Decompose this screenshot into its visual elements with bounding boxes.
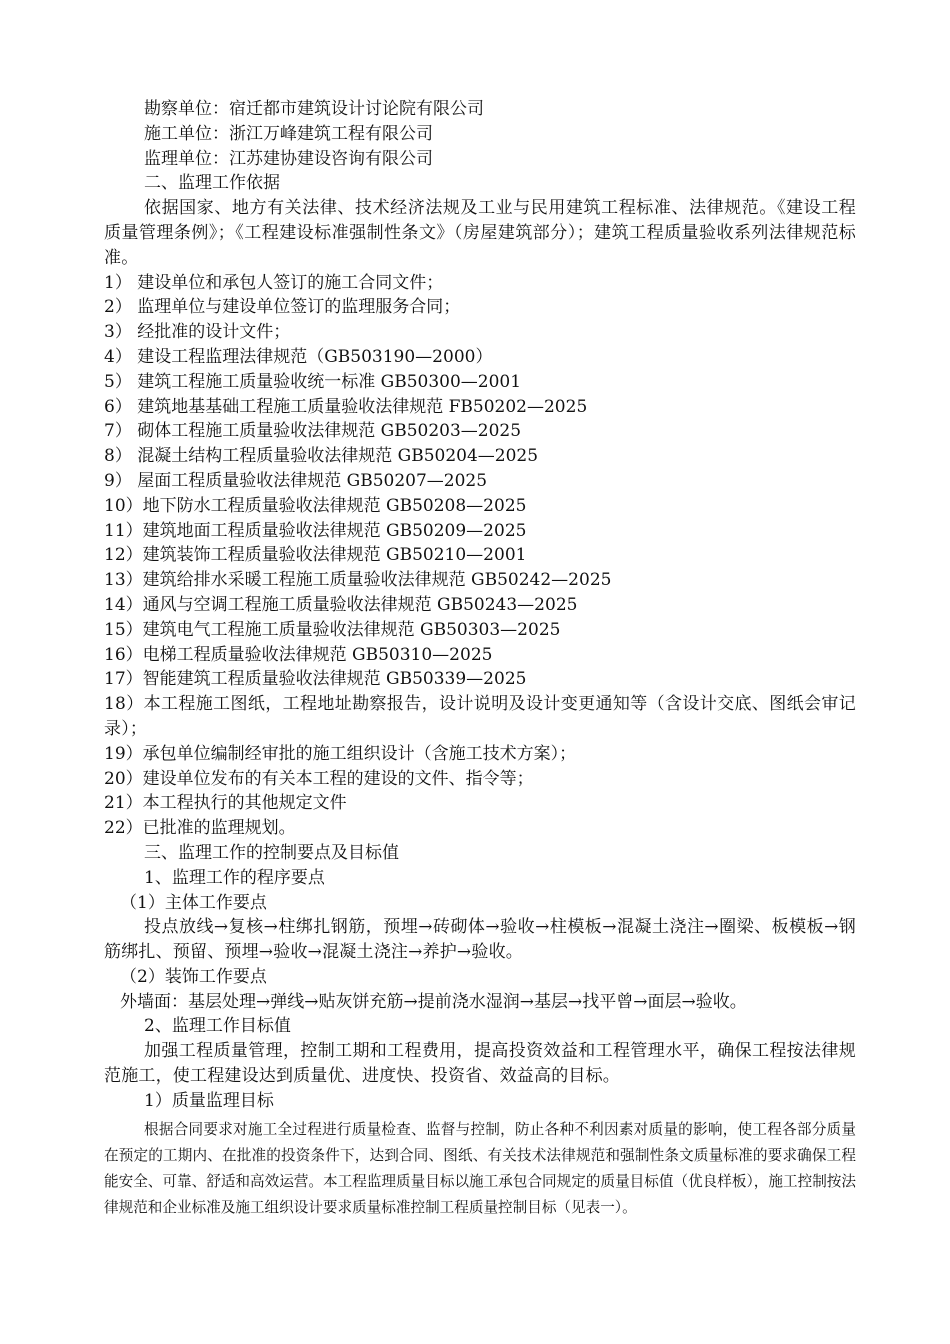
main-work-text: 投点放线→复核→柱绑扎钢筋，预埋→砖砌体→验收→柱模板→混凝土浇注→圈梁、板模板→钢筋绑扎、预留、预埋→验收→混凝土浇注→养护→验收。 (104, 917, 856, 963)
decoration-work-text: 外墙面：基层处理→弹线→贴灰饼充筋→提前浇水湿润→基层→找平曾→面层→验收。 (120, 991, 747, 1012)
list-item: 20）建设单位发布的有关本工程的建设的文件、指令等； (104, 768, 534, 789)
list-item: 13）建筑给排水采暖工程施工质量验收法律规范 GB50242—2025 (104, 570, 612, 591)
program-points-heading: 1、监理工作的程序要点 (144, 867, 325, 888)
quality-target-heading: 1）质量监理目标 (144, 1090, 274, 1111)
list-item: 21）本工程执行的其他规定文件 (104, 793, 347, 814)
target-text: 加强工程质量管理，控制工期和工程费用，提高投资效益和工程管理水平，确保工程按法律规范施工，使工程建设达到质量优、进度快、投资省、效益高的目标。 (104, 1041, 856, 1087)
supervision-unit: 监理单位：江苏建协建设咨询有限公司 (144, 148, 433, 169)
basis-list (104, 271, 856, 841)
list-item: 7） 砌体工程施工质量验收法律规范 GB50203—2025 (104, 421, 522, 442)
list-item: 9） 屋面工程质量验收法律规范 GB50207—2025 (104, 470, 488, 491)
list-item: 19）承包单位编制经审批的施工组织设计（含施工技术方案）； (104, 743, 577, 764)
list-item: 4） 建设工程监理法律规范（GB503190—2000） (104, 346, 493, 367)
list-item: 6） 建筑地基基础工程施工质量验收法律规范 FB50202—2025 (104, 396, 588, 417)
list-item: 18）本工程施工图纸，工程地址勘察报告，设计说明及设计变更通知等（含设计交底、图纸会审记录）； (104, 694, 856, 739)
quality-target-text: 根据合同要求对施工全过程进行质量检查、监督与控制，防止各种不利因素对质量的影响，使工程各部分质量在预定的工期内、在批准的投资条件下，达到合同、图纸、有关技术法律规范和强制性条文质量标准的要求确保工程能安全、可靠、舒适和高效运营。本工程监理质量目标以施工承包合同规定的质量目标值（优良样板），施工控制按法律规范和企业标准及施工组织设计要求质量标准控制工程质量控制目标（见表一）。 (104, 1120, 856, 1216)
list-item: 17）智能建筑工程质量验收法律规范 GB50339—2025 (104, 669, 527, 690)
construction-unit: 施工单位：浙江万峰建筑工程有限公司 (144, 123, 433, 144)
list-item: 12）建筑装饰工程质量验收法律规范 GB50210—2001 (104, 545, 527, 566)
main-work-heading: （1）主体工作要点 (120, 892, 267, 913)
list-item: 3） 经批准的设计文件； (104, 322, 291, 343)
list-item: 1） 建设单位和承包人签订的施工合同文件； (104, 272, 444, 293)
list-item: 15）建筑电气工程施工质量验收法律规范 GB50303—2025 (104, 619, 561, 640)
list-item: 11）建筑地面工程质量验收法律规范 GB50209—2025 (104, 520, 527, 541)
list-item: 14）通风与空调工程施工质量验收法律规范 GB50243—2025 (104, 594, 578, 615)
section2-intro: 依据国家、地方有关法律、技术经济法规及工业与民用建筑工程标准、法律规范。《建设工程质量管理条例》；《工程建设标准强制性条文》（房屋建筑部分）；建筑工程质量验收系列法律规范标准。 (104, 198, 856, 268)
survey-unit: 勘察单位：宿迁都市建筑设计讨论院有限公司 (144, 99, 484, 119)
list-item: 10）地下防水工程质量验收法律规范 GB50208—2025 (104, 495, 527, 516)
section3-heading: 三、监理工作的控制要点及目标值 (144, 842, 399, 863)
list-item: 22）已批准的监理规划。 (104, 818, 296, 839)
list-item: 2） 监理单位与建设单位签订的监理服务合同； (104, 297, 461, 318)
list-item: 5） 建筑工程施工质量验收统一标准 GB50300—2001 (104, 371, 522, 392)
decoration-work-heading: （2）装饰工作要点 (120, 966, 267, 987)
document-page (104, 97, 856, 1221)
list-item: 16）电梯工程质量验收法律规范 GB50310—2025 (104, 644, 493, 665)
list-item: 8） 混凝土结构工程质量验收法律规范 GB50204—2025 (104, 446, 539, 467)
section2-heading: 二、监理工作依据 (144, 173, 280, 194)
target-heading: 2、监理工作目标值 (144, 1016, 291, 1037)
